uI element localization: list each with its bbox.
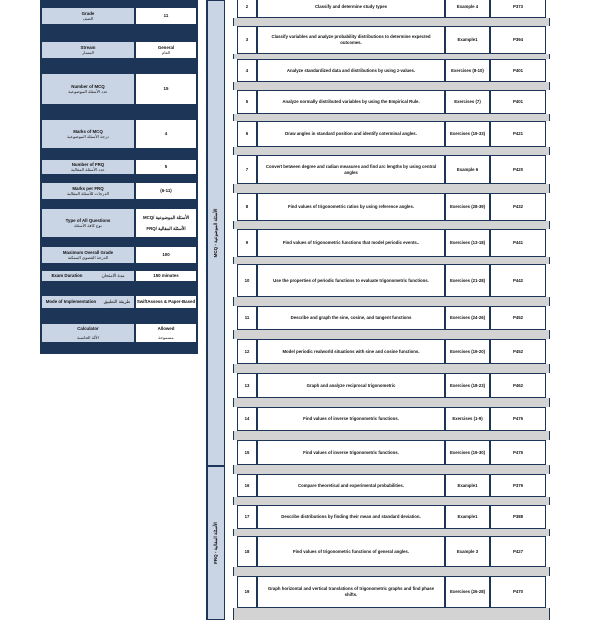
row-example: Exercises (19-30) — [445, 440, 490, 465]
row-separator — [233, 147, 550, 155]
row-example: Exercises (19-20) — [445, 339, 490, 364]
learning-outcomes-table — [206, 0, 586, 620]
row-page: P373 — [490, 0, 546, 18]
row-page: P401 — [490, 59, 546, 82]
row-outcome: Model periodic realworld situations with sine and cosine functions. — [257, 339, 445, 364]
row-outcome: Use the properties of periodic functions to evaluate trigonometric functions. — [257, 264, 445, 297]
row-outcome: Find values of inverse trigonometric functions. — [257, 407, 445, 431]
row-separator — [233, 184, 550, 193]
row-separator — [233, 330, 550, 339]
row-outcome: Convert between degree and radian measures and find arc lengths by using central angles — [257, 155, 445, 184]
info-label-duration: Exam Duration مدة الامتحان — [41, 270, 135, 282]
info-label-stream: Stream المسار — [41, 41, 135, 59]
row-outcome: Describe distributions by finding their mean and standard deviation. — [257, 505, 445, 529]
row-page: P475 — [490, 407, 546, 431]
row-number: 16 — [237, 474, 257, 497]
row-separator — [233, 465, 550, 474]
row-example: Exercises (28-39) — [445, 193, 490, 221]
row-example: Exercises (24-26) — [445, 306, 490, 330]
row-number: 19 — [237, 576, 257, 608]
section-mcq: MCQ - الأسئلة الموضوعية — [207, 0, 225, 466]
row-separator — [233, 114, 550, 121]
row-number: 7 — [237, 155, 257, 184]
row-number: 14 — [237, 407, 257, 431]
info-value-mcq-count: 15 — [135, 73, 197, 105]
row-example: Exercises (19-33) — [445, 121, 490, 147]
row-separator — [233, 497, 550, 505]
info-label-frq-marks: Marks per FRQ الدرجات للأسئلة المقالية — [41, 182, 135, 200]
row-separator — [233, 398, 550, 407]
row-example: Example 3 — [445, 536, 490, 567]
row-example: Example 6 — [445, 155, 490, 184]
row-outcome: Compare theoretical and experimental probabilities. — [257, 474, 445, 497]
row-page: P421 — [490, 121, 546, 147]
info-value-frq-count: 5 — [135, 159, 197, 175]
info-label-max-grade: Maximum Overall Grade الدرجة القصوى الممكنة — [41, 246, 135, 264]
row-separator — [233, 221, 550, 229]
row-example: Exercises (18-23) — [445, 373, 490, 398]
row-separator — [233, 18, 550, 26]
row-outcome: Classify variables and analyze probability distributions to determine expected outcomes. — [257, 26, 445, 54]
row-number: 13 — [237, 373, 257, 398]
row-page: P420 — [490, 155, 546, 184]
row-page: P475 — [490, 440, 546, 465]
row-number: 4 — [237, 59, 257, 82]
info-label-grade: Grade الصف — [41, 7, 135, 25]
row-outcome: Analyze normally distributed variables by using the Empirical Rule. — [257, 90, 445, 114]
info-label-mcq-marks: Marks of MCQ درجة الأسئلة الموضوعية — [41, 119, 135, 149]
row-number: 11 — [237, 306, 257, 330]
row-number: 18 — [237, 536, 257, 567]
row-separator — [233, 567, 550, 576]
row-number: 17 — [237, 505, 257, 529]
row-page: P427 — [490, 536, 546, 567]
row-number: 5 — [237, 90, 257, 114]
info-value-question-types: MCQ/ الأسئلة الموضوعية FRQ/ الأسئلة المقالية — [135, 208, 197, 238]
row-outcome: Describe and graph the sine, cosine, and tangent functions — [257, 306, 445, 330]
row-example: Example1 — [445, 26, 490, 54]
row-example: Exercises (1-9) — [445, 407, 490, 431]
row-number: 3 — [237, 26, 257, 54]
row-separator — [233, 364, 550, 373]
info-label-mcq-count: Number of MCQ عدد الأسئلة الموضوعية — [41, 73, 135, 105]
row-outcome: Graph horizontal and vertical translations of trigonometric graphs and find phase shifts. — [257, 576, 445, 608]
info-value-frq-marks: (6-11) — [135, 182, 197, 200]
info-label-calculator: Calculator الآلة الحاسبة — [41, 323, 135, 343]
row-page: P452 — [490, 339, 546, 364]
row-example: Example1 — [445, 505, 490, 529]
row-page: P442 — [490, 264, 546, 297]
row-separator — [233, 297, 550, 306]
row-outcome: Draw angles in standard position and identify coterminal angles. — [257, 121, 445, 147]
row-outcome: Find values of trigonometric functions that model periodic events.. — [257, 229, 445, 257]
info-value-stream: General العام — [135, 41, 197, 59]
row-number: 15 — [237, 440, 257, 465]
row-number: 2 — [237, 0, 257, 18]
row-example: Example1 — [445, 474, 490, 497]
row-separator — [233, 529, 550, 536]
row-page: P379 — [490, 474, 546, 497]
info-value-max-grade: 100 — [135, 246, 197, 264]
row-number: 9 — [237, 229, 257, 257]
row-outcome: Analyze standardized data and distributions by using z-values. — [257, 59, 445, 82]
row-outcome: Find values of inverse trigonometric functions. — [257, 440, 445, 465]
exam-info-table — [40, 0, 198, 354]
row-number: 12 — [237, 339, 257, 364]
row-separator — [233, 431, 550, 440]
row-outcome: Find values of trigonometric functions of general angles. — [257, 536, 445, 567]
info-value-grade: 11 — [135, 7, 197, 25]
row-example: Example 4 — [445, 0, 490, 18]
row-page: P401 — [490, 90, 546, 114]
row-example: Exercises (8-10) — [445, 59, 490, 82]
info-label-frq-count: Number of FRQ عدد الأسئلة المقالية — [41, 159, 135, 175]
row-separator — [233, 82, 550, 90]
row-page: P470 — [490, 576, 546, 608]
info-value-duration: 150 minutes — [135, 270, 197, 282]
info-value-mode: SwiftAssess & Paper-Based — [135, 295, 197, 309]
row-page: P432 — [490, 193, 546, 221]
row-example: Exercises (13-18) — [445, 229, 490, 257]
row-separator — [233, 257, 550, 264]
row-outcome: Classify and determine study types — [257, 0, 445, 18]
row-page: P394 — [490, 26, 546, 54]
info-value-mcq-marks: 4 — [135, 119, 197, 149]
row-number: 10 — [237, 264, 257, 297]
row-page: P462 — [490, 373, 546, 398]
info-label-question-types: Type of All Questions نوع كافة الأسئلة — [41, 208, 135, 238]
row-number: 8 — [237, 193, 257, 221]
info-value-calculator: Allowed مسموحة — [135, 323, 197, 343]
row-number: 6 — [237, 121, 257, 147]
row-example: Exercises (21-28) — [445, 264, 490, 297]
section-frq: FRQ - الأسئلة المقالية — [207, 466, 225, 620]
row-example: Exercises (26-28) — [445, 576, 490, 608]
row-example: Exercises (7) — [445, 90, 490, 114]
info-label-mode: Mode of Implementation طريقة التطبيق — [41, 295, 135, 309]
row-page: P452 — [490, 306, 546, 330]
row-separator — [233, 608, 550, 620]
row-page: P441 — [490, 229, 546, 257]
row-outcome: Graph and analyze reciprocal trigonometric — [257, 373, 445, 398]
row-outcome: Find values of trigonometric ratios by using reference angles. — [257, 193, 445, 221]
row-page: P388 — [490, 505, 546, 529]
